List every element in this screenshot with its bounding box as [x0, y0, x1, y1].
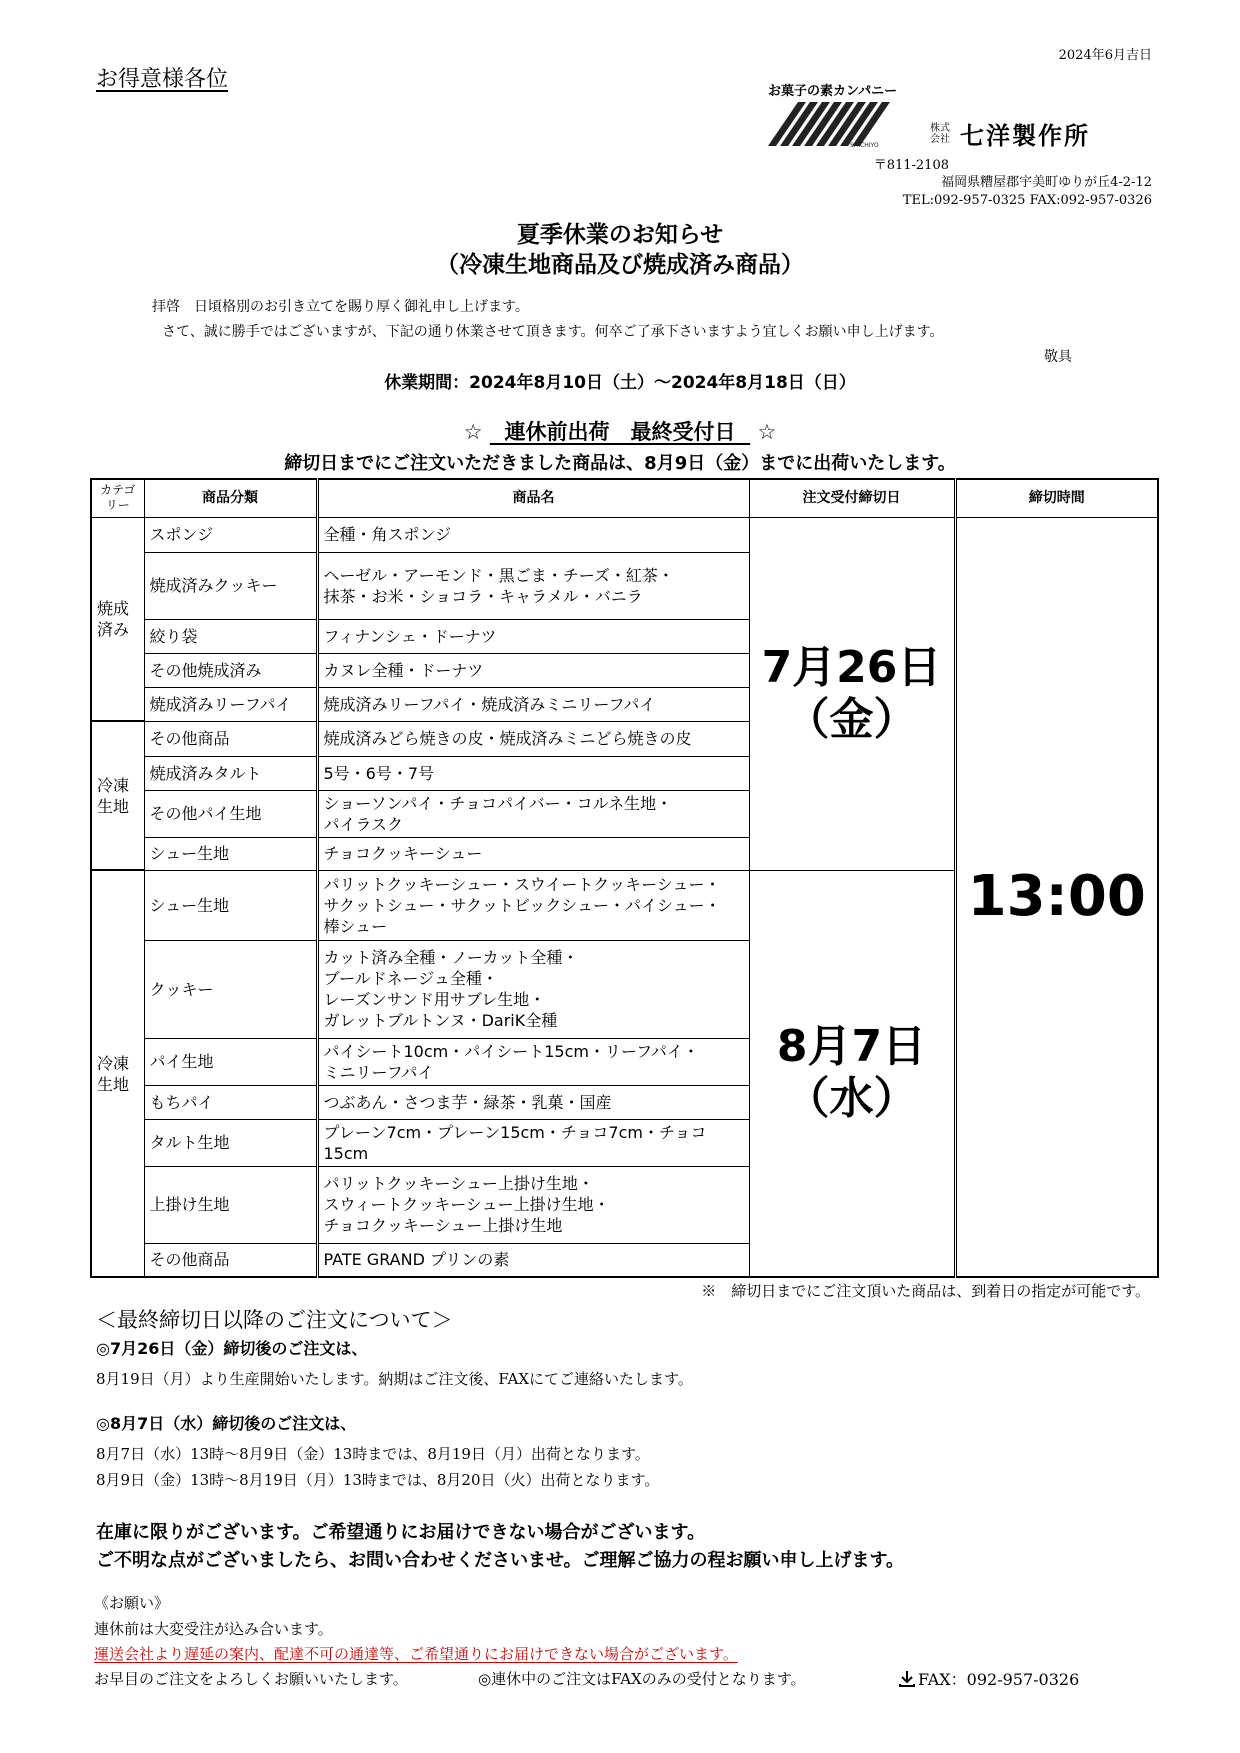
- product-class-cell: その他商品: [144, 721, 317, 756]
- greeting-line-1: 拝啓 日頃格別のお引き立てを賜り厚く御礼申し上げます。: [152, 299, 529, 315]
- closing-line-2: ご不明な点がございましたら、お問い合わせくださいませ。ご理解ご協力の程お願い申し上げます。: [96, 1550, 905, 1571]
- category-cell: 冷凍 生地: [91, 870, 144, 1277]
- product-class-cell: 焼成済みリーフパイ: [144, 687, 317, 721]
- company-tel-fax: TEL:092-957-0325 FAX:092-957-0326: [902, 193, 1152, 208]
- deadline-subheading: 締切日までにご注文いただきました商品は、8月9日（金）までに出荷いたします。: [284, 453, 956, 474]
- product-class-cell: その他焼成済み: [144, 653, 317, 687]
- fax-block: [898, 1667, 1079, 1690]
- deadline-table: [90, 478, 1159, 1278]
- header-category: カテゴリー: [91, 479, 144, 517]
- product-name-cell: 焼成済みどら焼きの皮・焼成済みミニどら焼きの皮: [317, 721, 749, 756]
- logo-brand: SHICHIYO: [850, 142, 879, 148]
- product-name-cell: カヌレ全種・ドーナツ: [317, 653, 749, 687]
- product-class-cell: 上掛け生地: [144, 1166, 317, 1243]
- table-header-row: [91, 479, 1158, 517]
- case2-line-2: 8月9日（金）13時～8月19日（月）13時までは、8月20日（火）出荷となります。: [96, 1471, 660, 1489]
- product-class-cell: もちパイ: [144, 1085, 317, 1119]
- product-name-cell: チョコクッキーシュー: [317, 837, 749, 870]
- product-name-cell: ショーソンパイ・チョコパイバー・コルネ生地・ パイラスク: [317, 790, 749, 837]
- table-row: [91, 517, 1158, 552]
- product-class-cell: 焼成済みクッキー: [144, 552, 317, 619]
- company-address: 福岡県糟屋郡宇美町ゆりが丘4-2-12: [941, 175, 1152, 190]
- request-line-3: お早目のご注文をよろしくお願いいたします。: [94, 1670, 408, 1688]
- request-line-1: 連休前は大変受注が込み合います。: [94, 1620, 333, 1638]
- case2-title: ◎8月7日（水）締切後のご注文は、: [96, 1414, 357, 1433]
- request-line-red: 運送会社より遅延の案内、配達不可の通達等、ご希望通りにお届けできない場合がございます。: [94, 1645, 738, 1663]
- category-cell: 冷凍 生地: [91, 721, 144, 870]
- product-name-cell: パリットクッキーシュー上掛け生地・ スウィートクッキーシュー上掛け生地・ チョコクッキーシュー上掛け生地: [317, 1166, 749, 1243]
- closing-line-1: 在庫に限りがございます。ご希望通りにお届けできない場合がございます。: [96, 1522, 706, 1543]
- product-name-cell: パイシート10cm・パイシート15cm・リーフパイ・ ミニリーフパイ: [317, 1038, 749, 1085]
- product-class-cell: クッキー: [144, 940, 317, 1038]
- table-note: ※ 締切日までにご注文頂いた商品は、到着日の指定が可能です。: [701, 1282, 1150, 1300]
- product-name-cell: つぶあん・さつま芋・緑茶・乳菓・国産: [317, 1085, 749, 1119]
- product-class-cell: 焼成済みタルト: [144, 756, 317, 790]
- company-logo: [768, 80, 1148, 150]
- postal-code: 〒811-2108: [873, 158, 949, 173]
- case1-line: 8月19日（月）より生産開始いたします。納期はご注文後、FAXにてご連絡いたします。: [96, 1370, 693, 1388]
- deadline-cell-2: [749, 870, 955, 1277]
- deadline-1-date: 7月26日: [761, 641, 942, 693]
- closure-period: 休業期間：2024年8月10日（土）～2024年8月18日（日）: [384, 373, 856, 393]
- company-name: 七洋製作所: [960, 122, 1090, 150]
- case1-title: ◎7月26日（金）締切後のご注文は、: [96, 1339, 368, 1358]
- product-class-cell: その他商品: [144, 1243, 317, 1277]
- header-product-name: 商品名: [317, 479, 749, 517]
- product-name-cell: 焼成済みリーフパイ・焼成済みミニリーフパイ: [317, 687, 749, 721]
- deadline-1-weekday: （金）: [785, 693, 918, 745]
- deadline-2-date: 8月7日: [776, 1021, 927, 1073]
- star-icon: ☆: [757, 420, 777, 444]
- product-name-cell: 5号・6号・7号: [317, 756, 749, 790]
- product-class-cell: その他パイ生地: [144, 790, 317, 837]
- notice-subtitle: （冷凍生地商品及び焼成済み商品）: [436, 252, 804, 278]
- company-tagline: お菓子の素カンパニー: [768, 84, 898, 99]
- header-cutoff-time: 締切時間: [955, 479, 1158, 517]
- notice-title: 夏季休業のお知らせ: [516, 222, 724, 248]
- case2-line-1: 8月7日（水）13時～8月9日（金）13時までは、8月19日（月）出荷となります。: [96, 1445, 650, 1463]
- category-cell: 焼成済み: [91, 517, 144, 721]
- deadline-heading-text: 連休前出荷 最終受付日: [504, 420, 736, 444]
- company-type: 株式会社: [930, 122, 950, 145]
- deadline-2-weekday: （水）: [785, 1073, 918, 1125]
- product-name-cell: プレーン7cm・プレーン15cm・チョコ7cm・チョコ15cm: [317, 1119, 749, 1166]
- download-arrow-icon: [898, 1670, 916, 1688]
- header-order-deadline: 注文受付締切日: [749, 479, 955, 517]
- after-deadline-title: ＜最終締切日以降のご注文について＞: [96, 1308, 453, 1332]
- company-name-block: [928, 116, 1090, 151]
- product-class-cell: 絞り袋: [144, 619, 317, 653]
- cutoff-time-cell: 13:00: [955, 517, 1158, 1277]
- addressee: お得意様各位: [96, 67, 229, 92]
- star-icon: ☆: [463, 420, 483, 444]
- fax-number: FAX：092-957-0326: [918, 1670, 1080, 1689]
- greeting-closing: 敬具: [1044, 349, 1072, 365]
- request-title: 《お願い》: [94, 1594, 170, 1612]
- product-name-cell: PATE GRAND プリンの素: [317, 1243, 749, 1277]
- header-product-class: 商品分類: [144, 479, 317, 517]
- issue-date: 2024年6月吉日: [1058, 48, 1152, 63]
- greeting-line-2: さて、誠に勝手ではございますが、下記の通り休業させて頂きます。何卒ご了承下さいますよう宜しくお願い申し上げます。: [162, 324, 944, 340]
- product-class-cell: シュー生地: [144, 870, 317, 940]
- product-name-cell: 全種・角スポンジ: [317, 517, 749, 552]
- product-class-cell: シュー生地: [144, 837, 317, 870]
- product-class-cell: スポンジ: [144, 517, 317, 552]
- deadline-heading: [0, 416, 1240, 446]
- request-holiday-note: ◎連休中のご注文はFAXのみの受付となります。: [478, 1670, 806, 1688]
- deadline-cell-1: [749, 517, 955, 870]
- product-name-cell: ヘーゼル・アーモンド・黒ごま・チーズ・紅茶・ 抹茶・お米・ショコラ・キャラメル・バニラ: [317, 552, 749, 619]
- product-name-cell: カット済み全種・ノーカット全種・ ブールドネージュ全種・ レーズンサンド用サブレ生地・ ガレットブルトンヌ・DariK全種: [317, 940, 749, 1038]
- product-class-cell: タルト生地: [144, 1119, 317, 1166]
- product-name-cell: パリットクッキーシュー・スウイートクッキーシュー・ サクットシュー・サクットビックシュー・パイシュー・ 棒シュー: [317, 870, 749, 940]
- product-name-cell: フィナンシェ・ドーナツ: [317, 619, 749, 653]
- product-class-cell: パイ生地: [144, 1038, 317, 1085]
